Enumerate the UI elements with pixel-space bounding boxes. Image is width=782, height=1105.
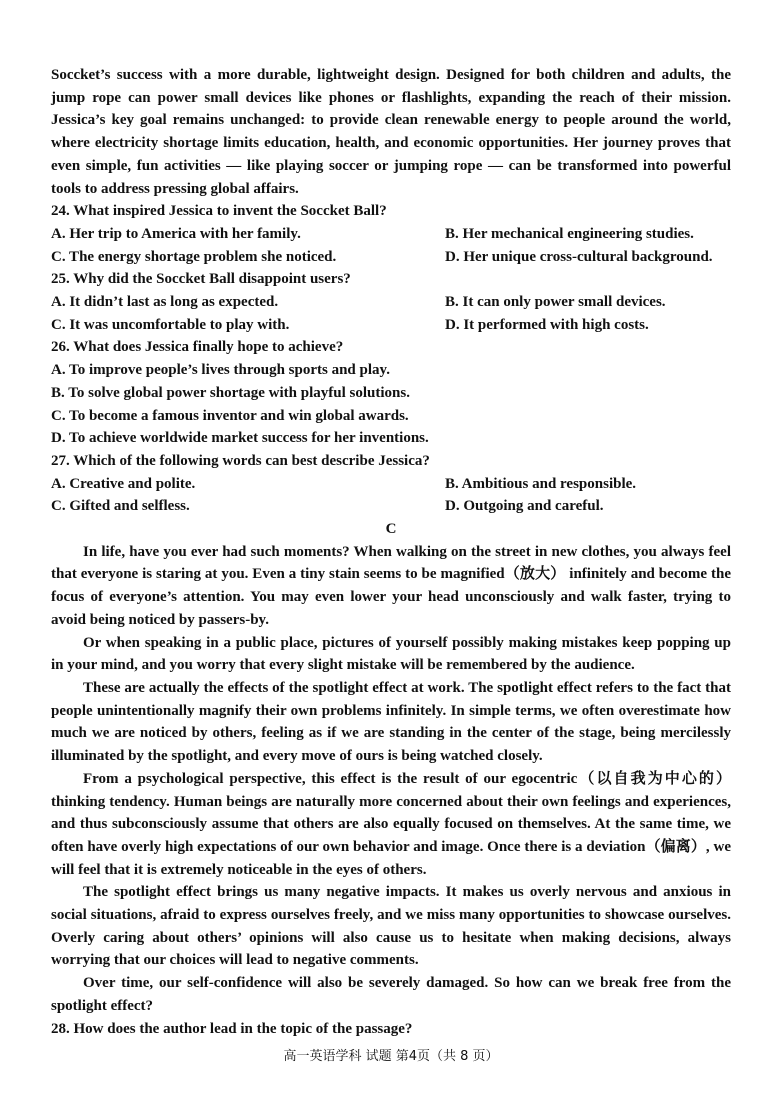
question-26-stem: 26. What does Jessica finally hope to achieve?	[51, 339, 344, 356]
passage-c-paragraph-5: The spotlight effect brings us many negative impacts. It makes us overly nervous and anxious in social situations, afraid to express ourselves freely, and we miss many opportunities to showcase ourselves. Overly caring about others’ opinions will also cause us to hesitate when making decisions, always worrying that our choices will lead to negative comments.	[51, 884, 731, 969]
option-24-a[interactable]: A. Her trip to America with her family.	[51, 225, 301, 242]
exam-page	[51, 64, 731, 1040]
question-25-options-row-1	[51, 291, 731, 314]
passage-c-paragraph-6: Over time, our self-confidence will also be severely damaged. So how can we break free from the spotlight effect?	[51, 975, 731, 1014]
question-25-options-row-2	[51, 314, 731, 337]
passage-c-paragraph-1: In life, have you ever had such moments? When walking on the street in new clothes, you always feel that everyone is staring at you. Even a tiny stain seems to be magnified（放大） infinitely and become the focus of everyone’s attention. You may even lower your head unconsciously and walk faster, trying to avoid being noticed by passers-by.	[51, 543, 731, 628]
question-25-stem: 25. Why did the Soccket Ball disappoint users?	[51, 271, 351, 288]
passage-c-paragraph-3: These are actually the effects of the spotlight effect at work. The spotlight effect refers to the fact that people unintentionally magnify their own problems infinitely. In simple terms, we often overestimate how much we are noticed by others, feeling as if we are standing in the center of the stage, being mercilessly illuminated by the spotlight, and every move of ours is being watched closely.	[51, 679, 731, 765]
option-25-d[interactable]: D. It performed with high costs.	[445, 316, 649, 333]
option-25-c[interactable]: C. It was uncomfortable to play with.	[51, 316, 290, 333]
question-24-options-row-2	[51, 246, 731, 269]
intro-paragraph: Soccket’s success with a more durable, lightweight design. Designed for both children and adults, the jump rope can power small devices like phones or flashlights, expanding the reach of their mission. Jessica’s key goal remains unchanged: to provide clean renewable energy to people around the world, where electricity shortage limits education, health, and economic opportunities. Her journey proves that even simple, fun activities — like playing soccer or jumping rope — can be transformed into powerful tools to address pressing global affairs.	[51, 67, 731, 197]
passage-c-paragraph-4: From a psychological perspective, this effect is the result of our egocentric（以自我为中心的） thinking tendency. Human beings are naturally more concerned about their own feelings and experiences, and thus subconsciously assume that others are also equally focused on themselves. At the same time, we often have overly high expectations of our own behavior and image. Once there is a deviation（偏离）, we will feel that it is extremely noticeable in the eyes of others.	[51, 770, 731, 878]
option-26-c[interactable]: C. To become a famous inventor and win global awards.	[51, 407, 409, 424]
option-27-d[interactable]: D. Outgoing and careful.	[445, 498, 604, 515]
question-27-options-row-1	[51, 473, 731, 496]
passage-c-paragraph-2: Or when speaking in a public place, pictures of yourself possibly making mistakes keep popping up in your mind, and you worry that every slight mistake will be remembered by the audience.	[51, 634, 731, 674]
option-26-a[interactable]: A. To improve people’s lives through sports and play.	[51, 362, 390, 379]
option-24-c[interactable]: C. The energy shortage problem she noticed.	[51, 248, 337, 265]
option-27-c[interactable]: C. Gifted and selfless.	[51, 498, 190, 515]
question-27-stem: 27. Which of the following words can best describe Jessica?	[51, 452, 430, 469]
option-27-a[interactable]: A. Creative and polite.	[51, 475, 196, 492]
option-25-a[interactable]: A. It didn’t last as long as expected.	[51, 294, 279, 311]
page-footer: 高一英语学科 试题 第4页（共 8 页）	[283, 1049, 499, 1064]
option-25-b[interactable]: B. It can only power small devices.	[445, 294, 666, 311]
question-28-stem: 28. How does the author lead in the topic of the passage?	[51, 1020, 413, 1037]
option-26-b[interactable]: B. To solve global power shortage with playful solutions.	[51, 384, 410, 401]
option-26-d[interactable]: D. To achieve worldwide market success for her inventions.	[51, 430, 429, 447]
question-24-stem: 24. What inspired Jessica to invent the Soccket Ball?	[51, 203, 387, 220]
option-24-b[interactable]: B. Her mechanical engineering studies.	[445, 225, 694, 242]
option-24-d[interactable]: D. Her unique cross-cultural background.	[445, 248, 713, 265]
section-c-heading: C	[385, 521, 397, 538]
option-27-b[interactable]: B. Ambitious and responsible.	[445, 475, 637, 492]
question-27-options-row-2	[51, 495, 731, 518]
question-24-options-row-1	[51, 223, 731, 246]
